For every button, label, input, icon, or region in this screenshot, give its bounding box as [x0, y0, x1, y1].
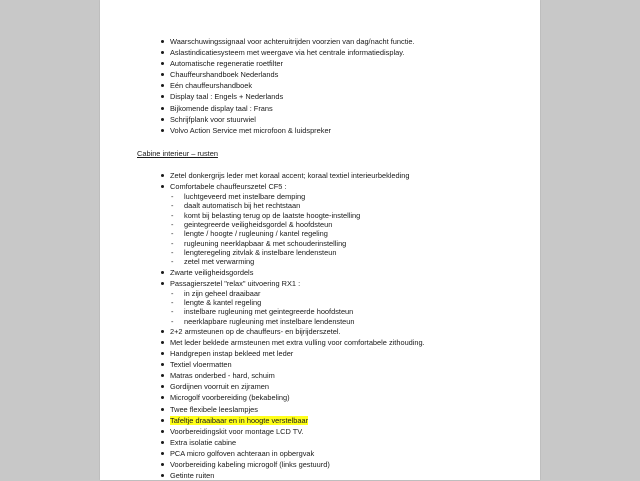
list-item-label: Comfortabele chauffeurszetel CF5 :	[170, 182, 287, 192]
list-item: Getinte ruiten	[137, 470, 532, 481]
sub-list-item: - luchtgeveerd met instelbare demping	[170, 192, 532, 201]
sub-list-item: - komt bij belasting terug op de laatste hoogte-instelling	[170, 211, 532, 220]
sub-list-item: - lengte & kantel regeling	[170, 298, 532, 307]
sub-list-item: - instelbare rugleuning met geintegreerde hoofdsteun	[170, 307, 532, 316]
list-item-passenger-seat	[137, 278, 532, 326]
list-item: Twee flexibele leeslampjes	[137, 404, 532, 415]
list-item: Gordijnen voorruit en zijramen	[137, 381, 532, 392]
highlighted-text: Tafeltje draaibaar en in hoogte verstelbaar	[170, 415, 309, 425]
list-item: Automatische regeneratie roetfilter	[137, 58, 532, 69]
list-item-label: Passagierszetel "relax" uitvoering RX1 :	[170, 278, 301, 288]
list-item: Chauffeurshandboek Nederlands	[137, 69, 532, 80]
driver-seat-features	[170, 192, 532, 266]
document-body	[137, 36, 532, 481]
list-item: Voorbereidingskit voor montage LCD TV.	[137, 426, 532, 437]
passenger-seat-features	[170, 289, 532, 326]
list-item: Voorbereiding kabeling microgolf (links gestuurd)	[137, 459, 532, 470]
sub-list-item: - in zijn geheel draaibaar	[170, 289, 532, 298]
list-item: Handgrepen instap bekleed met leder	[137, 348, 532, 359]
list-item: Schrijfplank voor stuurwiel	[137, 114, 532, 125]
list-item-highlighted	[137, 415, 532, 426]
sub-list-item: - lengteregeling zitvlak & instelbare lendensteun	[170, 248, 532, 257]
list-item: Zwarte veiligheidsgordels	[137, 267, 532, 278]
section-heading: Cabine interieur – rusten	[137, 148, 218, 158]
list-item-driver-seat	[137, 181, 532, 266]
sub-list-item: - lengte / hoogte / rugleuning / kantel regeling	[170, 229, 532, 238]
list-item: Display taal : Engels + Nederlands	[137, 91, 532, 102]
sub-list-item: - zetel met verwarming	[170, 257, 532, 266]
list-item: Extra isolatie cabine	[137, 437, 532, 448]
list-item: Waarschuwingssignaal voor achteruitrijden voorzien van dag/nacht functie.	[137, 36, 532, 47]
list-item: Textiel vloermatten	[137, 359, 532, 370]
list-item: Zetel donkergrijs leder met koraal accent; koraal textiel interieurbekleding	[137, 170, 532, 181]
list-item: Aslastindicatiesysteem met weergave via het centrale informatiedisplay.	[137, 47, 532, 58]
list-item: PCA micro golfoven achteraan in opbergvak	[137, 448, 532, 459]
list-item: Matras onderbed - hard, schuim	[137, 370, 532, 381]
sub-list-item: - neerklapbare rugleuning met instelbare lendensteun	[170, 317, 532, 326]
document-page	[100, 0, 540, 480]
list-item: Bijkomende display taal : Frans	[137, 103, 532, 114]
sub-list-item: - daalt automatisch bij het rechtstaan	[170, 201, 532, 210]
cabin-interior-list	[137, 170, 532, 481]
list-item: Eén chauffeurshandboek	[137, 80, 532, 91]
list-item: Met leder beklede armsteunen met extra vulling voor comfortabele zithouding.	[137, 337, 532, 348]
list-item: Microgolf voorbereiding (bekabeling)	[137, 392, 532, 403]
list-item: 2+2 armsteunen op de chauffeurs- en bijrijderszetel.	[137, 326, 532, 337]
sub-list-item: - rugleuning neerklapbaar & met schouderinstelling	[170, 239, 532, 248]
sub-list-item: - geintegreerde veiligheidsgordel & hoofdsteun	[170, 220, 532, 229]
list-item: Volvo Action Service met microfoon & luidspreker	[137, 125, 532, 136]
equipment-list	[137, 36, 532, 136]
